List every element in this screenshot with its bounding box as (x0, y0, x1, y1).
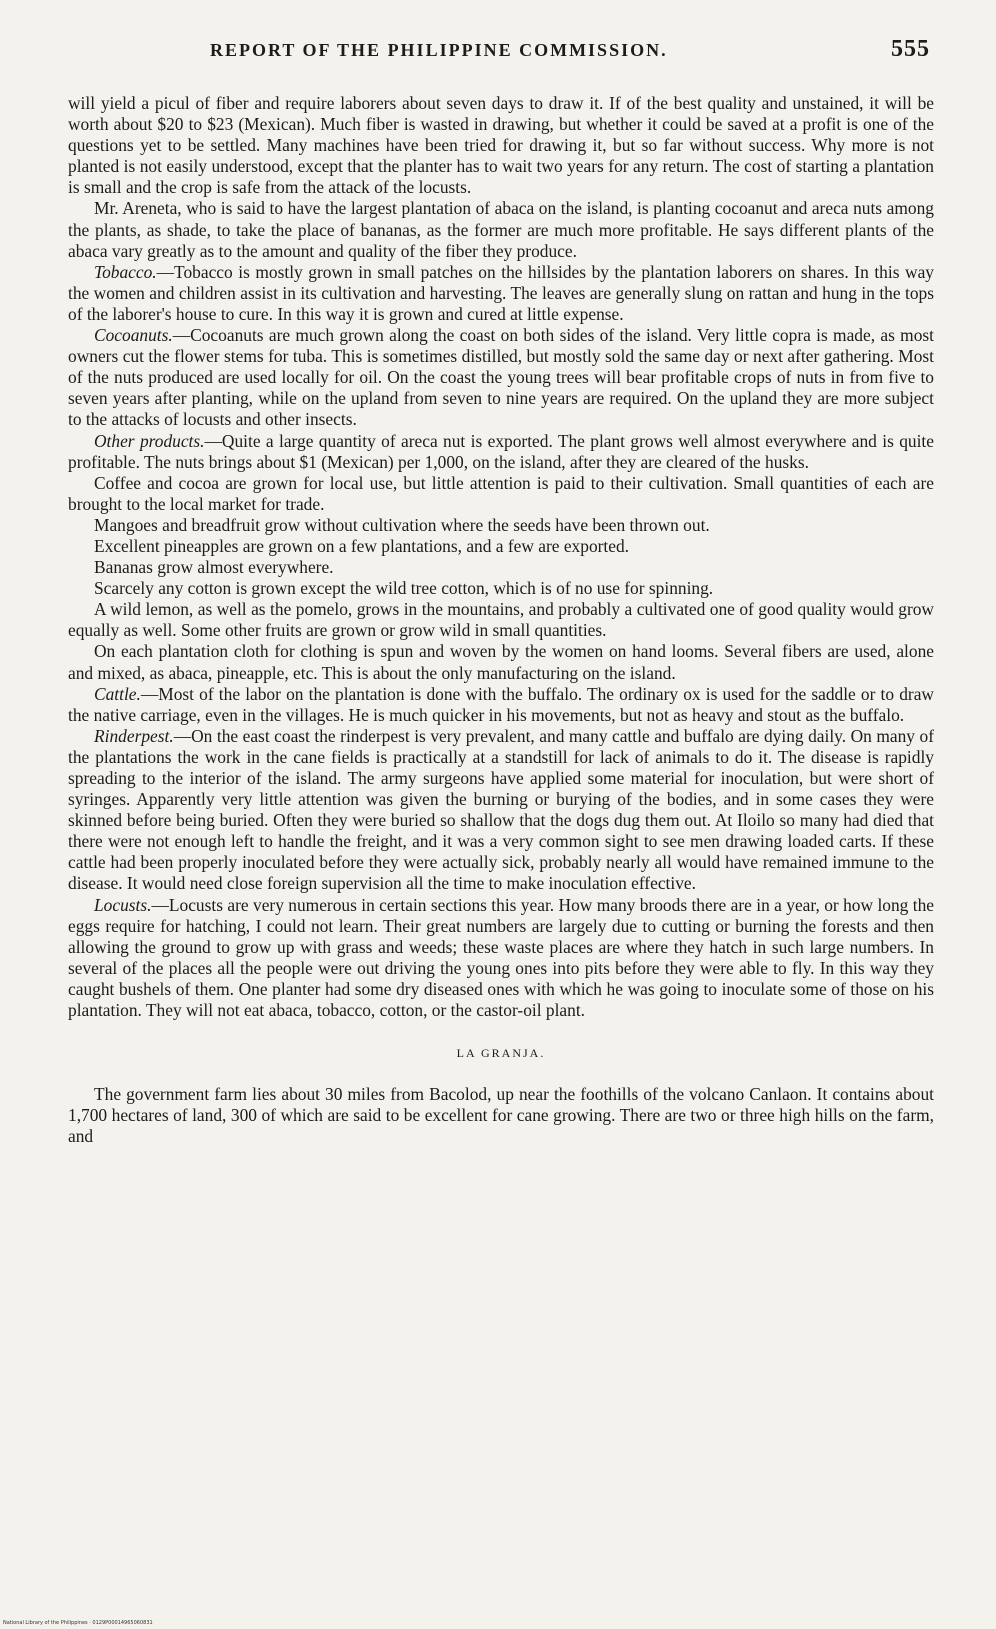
body-text (68, 93, 934, 1148)
paragraph-text: The government farm lies about 30 miles from Bacolod, up near the foothills of the volcano Canlaon. It contains about 1,700 hectares of land, 300 of which are said to be excellent for cane growing. There are two or three high hills on the farm, and (68, 1084, 934, 1147)
paragraph (68, 515, 934, 536)
paragraph-text: On each plantation cloth for clothing is spun and woven by the women on hand looms. Several fibers are used, alone and mixed, as abaca, pineapple, etc. This is about the only manufacturing on the island. (68, 641, 934, 683)
paragraph (68, 1084, 934, 1147)
paragraph-text: Scarcely any cotton is grown except the wild tree cotton, which is of no use for spinning. (94, 578, 714, 599)
paragraph-text: Coffee and cocoa are grown for local use, but little attention is paid to their cultivation. Small quantities of each are brought to the local market for trade. (68, 472, 934, 514)
paragraph-text: Bananas grow almost everywhere. (94, 557, 334, 578)
paragraph-text: —Locusts are very numerous in certain sections this year. How many broods there are in a year, or how long the eggs require for hatching, I could not learn. Their great numbers are largely due to cutting or burning the forests and then allowing the ground to grow up with grass and weeds; these waste places are where they hatch in such large numbers. In several of the places all the people were out driving the young ones into pits before they were able to fly. In this way they caught bushels of them. One planter had some dry diseased ones with which he was going to inoculate some of those on his plantation. They will not eat abaca, tobacco, cotton, or the castor-oil plant. (68, 894, 934, 1021)
paragraph (68, 473, 934, 515)
paragraph-text: —Cocoanuts are much grown along the coast on both sides of the island. Very little copra is made, as most owners cut the flower stems for tuba. This is sometimes distilled, but mostly sold the same day or next after gathering. Most of the nuts produced are used locally for oil. On the coast the young trees will bear profitable crops of nuts in from five to seven years after planting, while on the upland from seven to nine years are required. On the upland they are more subject to the attacks of locusts and other insects. (68, 325, 934, 430)
paragraph-text: will yield a picul of fiber and require laborers about seven days to draw it. If of the best quality and unstained, it will be worth about $20 to $23 (Mexican). Much fiber is wasted in drawing, but whether it could be saved at a profit is one of the questions yet to be settled. Many machines have been tried for drawing it, but so far without success. Why more is not planted is not easily understood, except that the planter has to wait two years for any return. The cost of starting a plantation is small and the crop is safe from the attack of the locusts. (68, 93, 934, 198)
page-number: 555 (891, 36, 930, 62)
paragraph (68, 262, 934, 325)
paragraph (68, 536, 934, 557)
paragraph (68, 895, 934, 1022)
paragraph-text: —Tobacco is mostly grown in small patches on the hillsides by the plantation laborers on shares. In this way the women and children assist in its cultivation and harvesting. The leaves are generally slung on rattan and hung in the tops of the laborer's house to cure. In this way it is grown and cured at little expense. (68, 261, 934, 324)
scan-footer: National Library of the Philippines · 0129P00014965060831 (3, 1620, 153, 1626)
paragraph (68, 557, 934, 578)
paragraph-text: A wild lemon, as well as the pomelo, grows in the mountains, and probably a cultivated one of good quality would grow equally as well. Some other fruits are grown or grow wild in small quantities. (68, 599, 934, 641)
paragraph-lead: Cocoanuts. (94, 325, 173, 346)
paragraph-text: —On the east coast the rinderpest is very prevalent, and many cattle and buffalo are dying daily. On many of the plantations the work in the cane fields is practically at a standstill for lack of animals to do it. The disease is rapidly spreading to the interior of the island. The army surgeons have applied some material for inoculation, but were short of syringes. Apparently very little attention was given the burning or burying of the bodies, and in some cases they were skinned before being buried. Often they were buried so shallow that the dogs dug them out. At Iloilo so many had died that there were not enough left to handle the freight, and it was a very common sight to see men drawing loaded carts. If these cattle had been properly inoculated before they were actually sick, probably nearly all would have remained immune to the disease. It would need close foreign supervision all the time to make inoculation effective. (68, 725, 934, 894)
paragraph-text: Mangoes and breadfruit grow without cultivation where the seeds have been thrown out. (94, 514, 710, 535)
paragraph (68, 641, 934, 683)
paragraph (68, 599, 934, 641)
paragraph (68, 684, 934, 726)
page-header (70, 36, 930, 66)
paragraph (68, 325, 934, 430)
paragraph-lead: Tobacco. (94, 261, 157, 282)
paragraph (68, 198, 934, 261)
paragraph-lead: Cattle. (94, 683, 141, 704)
section-heading: LA GRANJA. (456, 1046, 546, 1061)
paragraph-text: Mr. Areneta, who is said to have the largest plantation of abaca on the island, is planting cocoanut and areca nuts among the plants, as shade, to take the place of bananas, as the former are much more profitable. He says different plants of the abaca vary greatly as to the amount and quality of the fiber they produce. (68, 198, 934, 261)
paragraph-text: Excellent pineapples are grown on a few plantations, and a few are exported. (94, 535, 630, 556)
paragraph-text: —Most of the labor on the plantation is done with the buffalo. The ordinary ox is used for the saddle or to draw the native carriage, even in the villages. He is much quicker in his movements, but not as heavy and stout as the buffalo. (68, 683, 934, 725)
paragraph-lead: Rinderpest. (94, 725, 174, 746)
paragraph (68, 93, 934, 198)
running-title: REPORT OF THE PHILIPPINE COMMISSION. (210, 40, 668, 60)
paragraph-lead: Other products. (94, 430, 205, 451)
paragraph-lead: Locusts. (94, 894, 152, 915)
paragraph (68, 726, 934, 895)
paragraph (68, 578, 934, 599)
paragraph (68, 431, 934, 473)
paragraph-text: —Quite a large quantity of areca nut is exported. The plant grows well almost everywhere and is quite profitable. The nuts brings about $1 (Mexican) per 1,000, on the island, after they are cleared of the husks. (68, 430, 934, 472)
